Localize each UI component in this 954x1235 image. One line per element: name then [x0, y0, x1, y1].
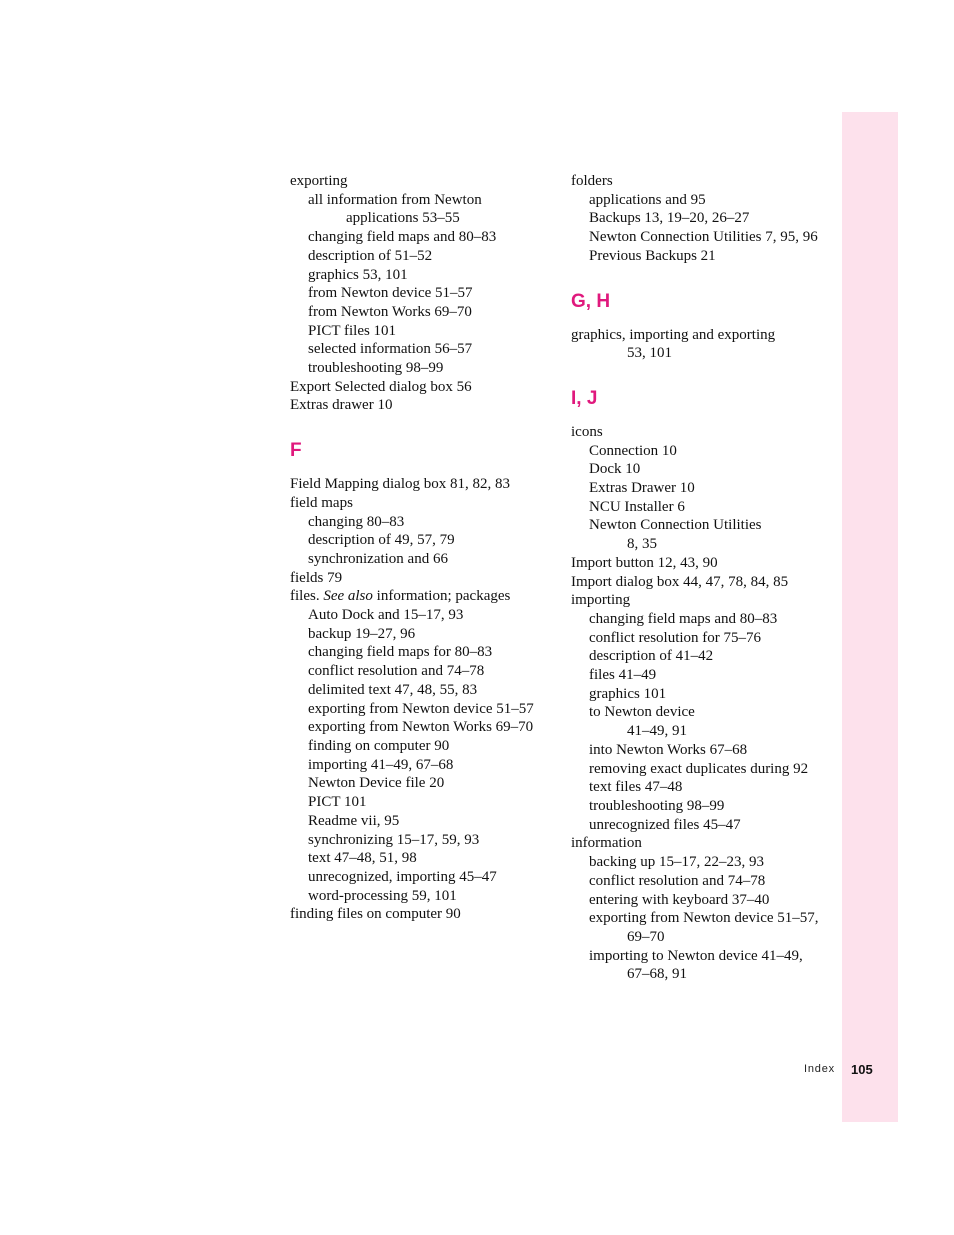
index-entry: Field Mapping dialog box 81, 82, 83	[290, 476, 510, 493]
index-entry: icons	[571, 423, 603, 440]
see-also-label: See also	[323, 588, 373, 605]
index-column-left	[290, 172, 560, 924]
index-subentry: conflict resolution and 74–78	[308, 663, 485, 680]
page-edge-tab	[842, 112, 898, 1122]
index-subentry: changing field maps and 80–83	[308, 229, 497, 246]
index-subentry: changing field maps for 80–83	[308, 644, 493, 661]
index-subentry: text files 47–48	[589, 779, 683, 796]
index-subentry: Dock 10	[589, 461, 641, 478]
index-subentry: PICT 101	[308, 794, 367, 811]
index-entry: folders	[571, 173, 613, 189]
index-subentry: applications and 95	[589, 191, 706, 208]
index-entry: field maps	[290, 494, 353, 511]
index-entry: Import dialog box 44, 47, 78, 84, 85	[571, 573, 789, 590]
index-entry	[290, 587, 560, 606]
index-subentry: synchronization and 66	[308, 550, 448, 567]
index-subentry: Newton Connection Utilities 7, 95, 96	[589, 229, 818, 246]
index-subentry: description of 51–52	[308, 247, 433, 264]
index-subentry: Newton Device file 20	[308, 775, 445, 792]
index-subentry: files 41–49	[589, 667, 657, 684]
index-subentry: description of 41–42	[589, 648, 714, 665]
index-subentry: troubleshooting 98–99	[308, 360, 444, 377]
index-continuation: 67–68, 91	[627, 966, 687, 983]
entry-term: files.	[290, 588, 320, 605]
index-subentry: PICT files 101	[308, 322, 397, 339]
index-continuation: 69–70	[627, 928, 665, 945]
index-subentry: Backups 13, 19–20, 26–27	[589, 210, 750, 227]
index-subentry: exporting from Newton device 51–57	[308, 700, 534, 717]
letter-heading: F	[290, 440, 302, 462]
index-subentry: backup 19–27, 96	[308, 625, 416, 642]
footer-section-label: Index	[804, 1063, 835, 1075]
index-subentry: removing exact duplicates during 92	[589, 760, 809, 777]
index-subentry: Previous Backups 21	[589, 247, 716, 264]
index-continuation: 8, 35	[627, 536, 657, 553]
index-subentry: synchronizing 15–17, 59, 93	[308, 831, 480, 848]
index-continuation: 53, 101	[627, 345, 672, 362]
index-subentry: into Newton Works 67–68	[589, 741, 748, 758]
index-subentry: changing field maps and 80–83	[589, 610, 778, 627]
index-subentry: graphics 101	[589, 685, 667, 702]
index-subentry: backing up 15–17, 22–23, 93	[589, 854, 764, 871]
index-entry: Extras drawer 10	[290, 397, 393, 414]
index-column-right	[571, 172, 841, 984]
index-entry: graphics, importing and exporting	[571, 326, 776, 343]
index-subentry: graphics 53, 101	[308, 266, 408, 283]
index-entry: exporting	[290, 173, 348, 189]
index-subentry: finding on computer 90	[308, 737, 450, 754]
index-subentry: to Newton device	[589, 704, 695, 721]
index-subentry: from Newton device 51–57	[308, 285, 473, 302]
index-subentry: Newton Connection Utilities	[589, 517, 762, 534]
index-entry: fields 79	[290, 569, 343, 586]
letter-heading: G, H	[571, 290, 611, 312]
index-entry: importing	[571, 592, 631, 609]
index-continuation: applications 53–55	[346, 210, 460, 227]
index-subentry: conflict resolution for 75–76	[589, 629, 762, 646]
index-subentry: troubleshooting 98–99	[589, 797, 725, 814]
index-entry: Import button 12, 43, 90	[571, 554, 718, 571]
index-subentry: changing 80–83	[308, 513, 405, 530]
index-subentry: Connection 10	[589, 442, 677, 459]
page-number: 105	[851, 1062, 873, 1077]
index-subentry: conflict resolution and 74–78	[589, 872, 766, 889]
index-subentry: exporting from Newton device 51–57,	[589, 910, 819, 927]
index-entry: finding files on computer 90	[290, 906, 461, 923]
letter-heading: I, J	[571, 387, 598, 409]
index-subentry: Extras Drawer 10	[589, 480, 695, 497]
index-subentry: word-processing 59, 101	[308, 887, 457, 904]
index-subentry: from Newton Works 69–70	[308, 303, 472, 320]
index-subentry: exporting from Newton Works 69–70	[308, 719, 534, 736]
index-entry: information	[571, 835, 642, 852]
index-subentry: unrecognized files 45–47	[589, 816, 741, 833]
index-subentry: selected information 56–57	[308, 341, 473, 358]
index-subentry: Auto Dock and 15–17, 93	[308, 607, 464, 624]
index-subentry: entering with keyboard 37–40	[589, 891, 770, 908]
index-continuation: 41–49, 91	[627, 723, 687, 740]
index-entry: Export Selected dialog box 56	[290, 378, 472, 395]
see-also-targets: information; packages	[376, 588, 511, 605]
index-subentry: importing to Newton device 41–49,	[589, 947, 803, 964]
index-subentry: delimited text 47, 48, 55, 83	[308, 681, 478, 698]
index-subentry: unrecognized, importing 45–47	[308, 868, 497, 885]
index-subentry: importing 41–49, 67–68	[308, 756, 454, 773]
index-subentry: NCU Installer 6	[589, 498, 685, 515]
index-subentry: description of 49, 57, 79	[308, 532, 455, 549]
index-subentry: all information from Newton	[308, 191, 482, 208]
index-subentry: text 47–48, 51, 98	[308, 850, 417, 867]
index-subentry: Readme vii, 95	[308, 812, 400, 829]
